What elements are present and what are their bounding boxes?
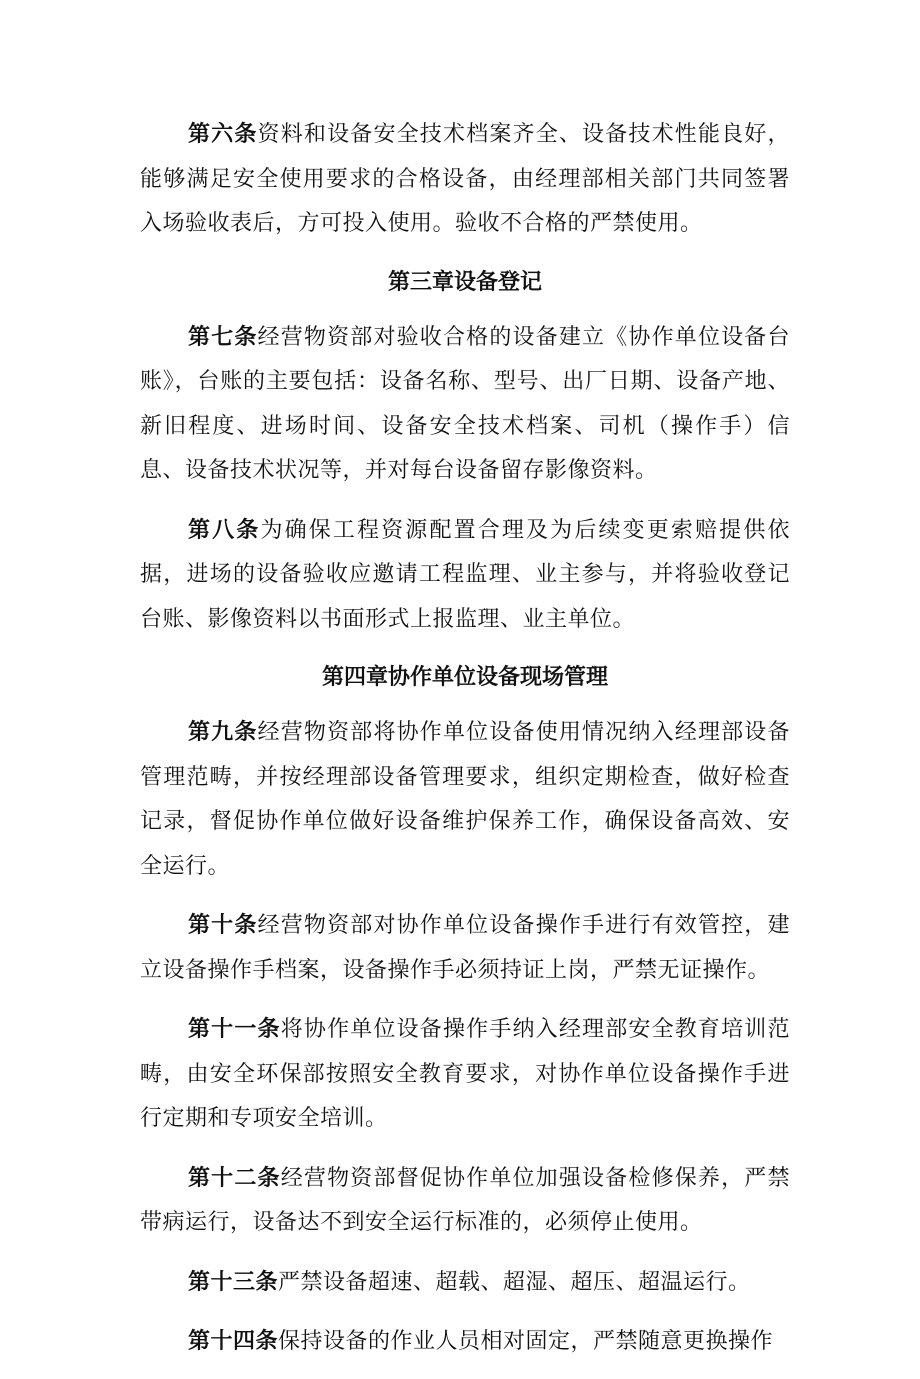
article-number: 第九条 [188, 719, 258, 745]
article-10 [140, 903, 790, 993]
article-number: 第七条 [188, 323, 258, 350]
article-number: 第十二条 [188, 1164, 281, 1191]
article-text: 经营物资部督促协作单位加强设备检修保养，严禁带病运行，设备达不到安全运行标准的，必须停止使用。 [140, 1165, 790, 1235]
article-9 [140, 710, 790, 889]
article-number: 第十三条 [188, 1268, 279, 1295]
chapter-heading: 第三章设备登记 [387, 269, 542, 295]
article-12 [140, 1156, 790, 1246]
article-number: 第十条 [188, 912, 258, 938]
article-text: 严禁设备超速、超载、超湿、超压、超温运行。 [278, 1269, 751, 1295]
article-8 [140, 508, 790, 643]
article-text: 保持设备的作业人员相对固定，严禁随意更换操作 [278, 1329, 774, 1354]
chapter-heading: 第四章协作单位设备现场管理 [321, 665, 608, 690]
document-page [140, 112, 790, 1379]
article-text: 经营物资部对协作单位设备操作手进行有效管控，建立设备操作手档案，设备操作手必须持证上岗，严禁无证操作。 [140, 913, 790, 983]
article-13 [140, 1260, 790, 1306]
article-number: 第八条 [188, 516, 261, 543]
article-text: 经营物资部将协作单位设备使用情况纳入经理部设备管理范畴，并按经理部设备管理要求，组织定期检查，做好检查记录，督促协作单位做好设备维护保养工作，确保设备高效、安全运行。 [140, 720, 790, 879]
article-11 [140, 1007, 790, 1142]
article-number: 第十一条 [188, 1016, 281, 1042]
article-6 [140, 112, 790, 247]
article-text: 经营物资部对验收合格的设备建立《协作单位设备台账》，台账的主要包括：设备名称、型号、出厂日期、设备产地、新旧程度、进场时间、设备安全技术档案、司机（操作手）信息、设备技术状况等，并对每台设备留存影像资料。 [140, 324, 790, 483]
article-7 [140, 315, 790, 494]
article-number: 第六条 [188, 121, 258, 147]
article-number: 第十四条 [188, 1328, 279, 1354]
article-text: 将协作单位设备操作手纳入经理部安全教育培训范畴，由安全环保部按照安全教育要求，对协作单位设备操作手进行定期和专项安全培训。 [140, 1017, 790, 1131]
article-text: 资料和设备安全技术档案齐全、设备技术性能良好，能够满足安全使用要求的合格设备，由经理部相关部门共同签署入场验收表后，方可投入使用。验收不合格的严禁使用。 [140, 122, 790, 236]
article-text: 为确保工程资源配置合理及为后续变更索赔提供依据，进场的设备验收应邀请工程监理、业主参与，并将验收登记台账、影像资料以书面形式上报监理、业主单位。 [140, 517, 790, 632]
article-14 [140, 1319, 790, 1365]
